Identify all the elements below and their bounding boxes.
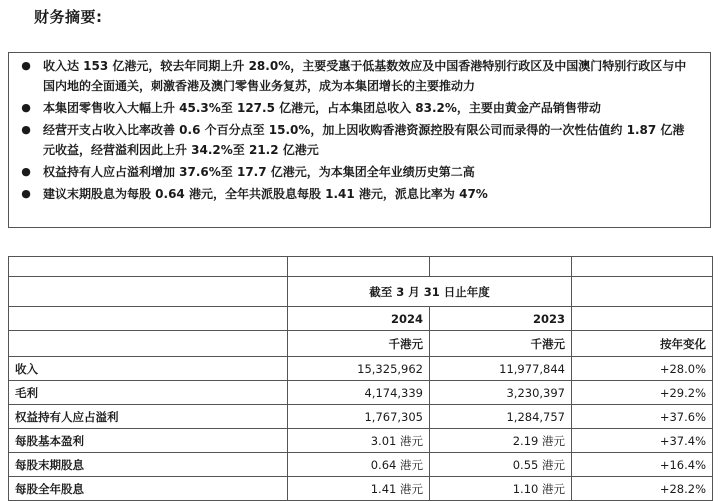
highlight-text: 权益持有人应占溢利增加 37.6%至 17.7 亿港元，为本集团全年业绩历史第二高: [43, 165, 475, 179]
value-2024: 0.64 港元: [288, 453, 430, 477]
value-2023: 11,977,844: [430, 357, 572, 381]
value-2023: 1,284,757: [430, 405, 572, 429]
highlight-item: [9, 98, 710, 118]
highlight-item: [9, 184, 710, 204]
value-2024: 1.41 港元: [288, 477, 430, 501]
row-label: 每股全年股息: [9, 477, 288, 501]
table-period-row: [9, 277, 713, 307]
row-label: 权益持有人应占溢利: [9, 405, 288, 429]
highlight-item: [9, 120, 710, 160]
value-change: +28.2%: [572, 477, 713, 501]
value-change: +29.2%: [572, 381, 713, 405]
value-change: +37.6%: [572, 405, 713, 429]
value-2024: 15,325,962: [288, 357, 430, 381]
highlight-text: 本集团零售收入大幅上升 45.3%至 127.5 亿港元，占本集团总收入 83.2%，主要由黄金产品销售带动: [43, 101, 601, 115]
unit-header-2023: 千港元: [430, 331, 572, 357]
value-2023: 0.55 港元: [430, 453, 572, 477]
highlight-text: 建议末期股息为每股 0.64 港元，全年共派股息每股 1.41 港元，派息比率为 47%: [43, 187, 488, 201]
highlight-item: [9, 56, 710, 96]
table-row: [9, 381, 713, 405]
highlight-text: 收入达 153 亿港元，较去年同期上升 28.0%，主要受惠于低基数效应及中国香港特别行政区及中国澳门特别行政区与中国内地的全面通关，刺激香港及澳门零售业务复苏，成为本集团增长的主要推动力: [43, 59, 687, 93]
table-row: [9, 429, 713, 453]
value-2024: 3.01 港元: [288, 429, 430, 453]
table-row: [9, 405, 713, 429]
table-unit-row: [9, 331, 713, 357]
row-label: 每股末期股息: [9, 453, 288, 477]
bullet-icon: ●: [21, 187, 31, 200]
year-header-2023: 2023: [430, 307, 572, 331]
highlights-box: [8, 52, 711, 228]
row-label: 每股基本盈利: [9, 429, 288, 453]
value-2024: 4,174,339: [288, 381, 430, 405]
table-spacer-row: [9, 257, 713, 277]
year-header-2024: 2024: [288, 307, 430, 331]
table-row: [9, 453, 713, 477]
bullet-icon: ●: [21, 165, 31, 178]
table-row: [9, 357, 713, 381]
period-header: 截至 3 月 31 日止年度: [288, 277, 572, 307]
row-label: 毛利: [9, 381, 288, 405]
value-2024: 1,767,305: [288, 405, 430, 429]
row-label: 收入: [9, 357, 288, 381]
value-2023: 2.19 港元: [430, 429, 572, 453]
bullet-icon: ●: [21, 123, 31, 136]
value-2023: 3,230,397: [430, 381, 572, 405]
change-header: 按年变化: [572, 331, 713, 357]
page-title: 财务摘要:: [34, 8, 103, 26]
highlight-item: [9, 162, 710, 182]
highlight-text: 经营开支占收入比率改善 0.6 个百分点至 15.0%，加上因收购香港资源控股有限公司而录得的一次性估值约 1.87 亿港元收益，经营溢利因此上升 34.2%至 21.2 亿港元: [43, 123, 685, 157]
value-change: +37.4%: [572, 429, 713, 453]
value-2023: 1.10 港元: [430, 477, 572, 501]
bullet-icon: ●: [21, 59, 31, 72]
value-change: +28.0%: [572, 357, 713, 381]
unit-header-2024: 千港元: [288, 331, 430, 357]
bullet-icon: ●: [21, 101, 31, 114]
table-year-row: [9, 307, 713, 331]
value-change: +16.4%: [572, 453, 713, 477]
table-row: [9, 477, 713, 501]
financial-table: [8, 256, 713, 501]
